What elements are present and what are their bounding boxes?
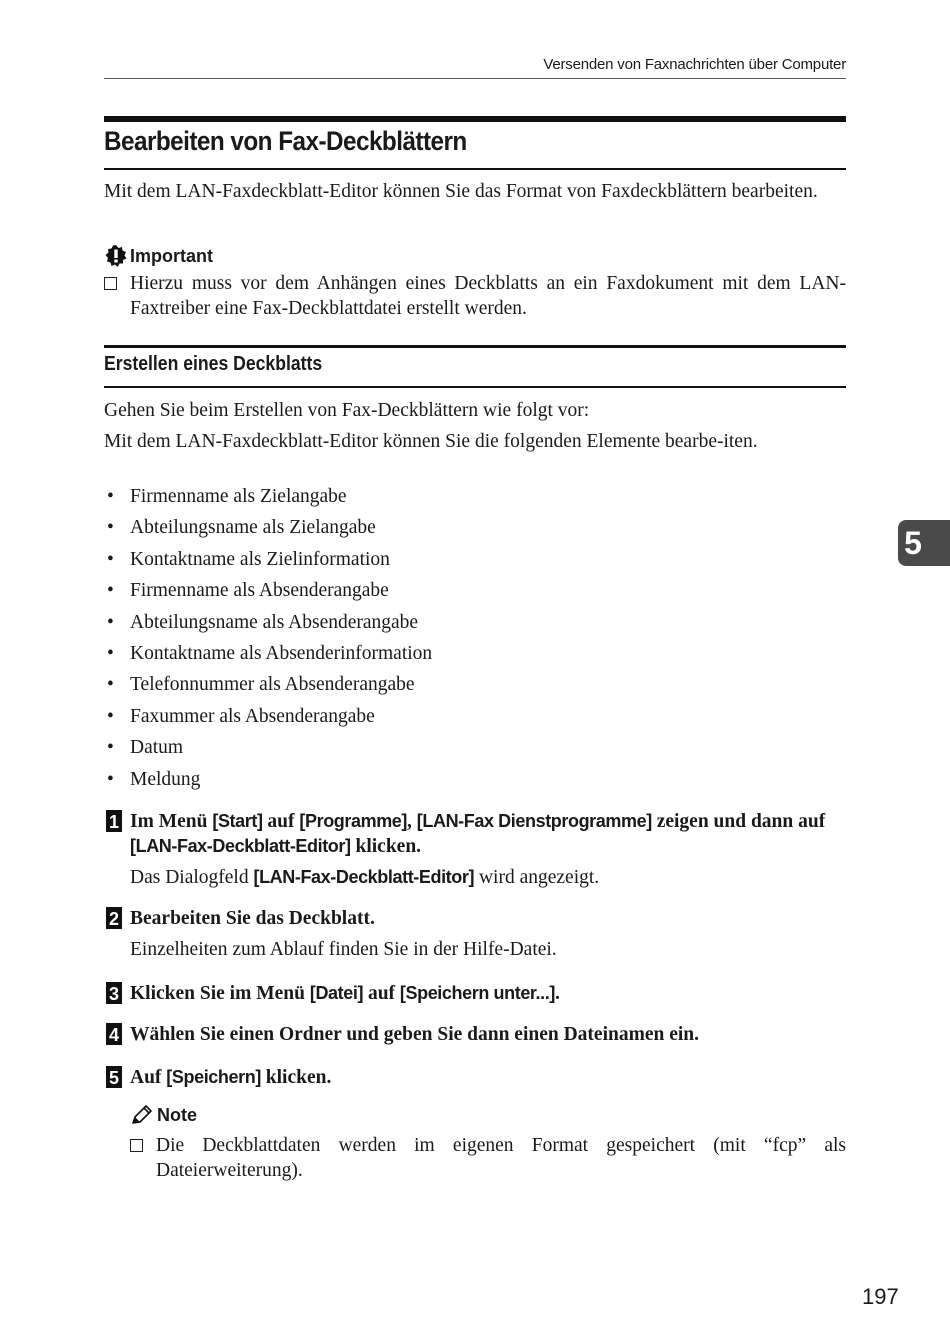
bullet-icon: • <box>107 580 114 602</box>
step-text-run: klicken. <box>260 1067 332 1088</box>
step-number: 5 <box>108 1068 120 1088</box>
step-badge-icon <box>104 906 124 930</box>
step-instruction <box>130 906 846 931</box>
list-item <box>104 669 432 700</box>
ui-term: [Speichern] <box>166 1067 261 1087</box>
header-rule <box>104 78 846 79</box>
list-item-text: Abteilungsname als Zielangabe <box>130 517 376 539</box>
step-text-run: klicken. <box>350 836 422 857</box>
list-item-text: Abteilungsname als Absenderangabe <box>130 611 419 633</box>
list-item-text: Datum <box>130 737 184 759</box>
important-label: Important <box>130 245 213 266</box>
step-instruction <box>130 981 846 1006</box>
list-item-text: Faxummer als Absenderangabe <box>130 705 375 727</box>
list-item <box>104 638 432 669</box>
pencil-icon <box>130 1104 154 1126</box>
bullet-icon: • <box>107 705 114 727</box>
note-item-text: Die Deckblattdaten werden im eigenen Format gespeichert (mit “fcp” als Dateierweiterung). <box>156 1135 846 1181</box>
list-item-text: Kontaktname als Absenderinformation <box>130 642 433 664</box>
step-number-badge <box>104 1022 124 1046</box>
step-badge-icon <box>104 1065 124 1089</box>
ui-term: [LAN-Fax-Deckblatt-Editor] <box>130 836 351 856</box>
bullet-icon: • <box>107 737 114 759</box>
bullet-icon: • <box>107 548 114 570</box>
step-text-run: Einzelheiten zum Ablauf finden Sie in der Hilfe-Datei. <box>130 939 557 960</box>
ui-term: [Datei] <box>309 983 364 1003</box>
ui-term: [LAN-Fax Dienstprogramme] <box>416 811 652 831</box>
list-item-text: Kontaktname als Zielinformation <box>130 548 390 570</box>
bullet-icon: • <box>107 768 114 790</box>
list-item-text: Firmenname als Absenderangabe <box>130 580 389 602</box>
step-instruction <box>130 1065 846 1090</box>
step-instruction <box>130 1022 846 1047</box>
step-text-run: Bearbeiten Sie das Deckblatt. <box>130 908 375 929</box>
checkbox-square-icon <box>104 277 117 290</box>
subsection-title: Erstellen eines Deckblatts <box>104 353 323 375</box>
chapter-tab: 5 <box>898 520 950 566</box>
step-text-run: . <box>554 983 560 1004</box>
step-number: 3 <box>108 984 120 1004</box>
section-top-rule <box>104 116 846 122</box>
list-item <box>104 544 432 575</box>
bullet-icon: • <box>107 642 114 664</box>
bullet-icon: • <box>107 486 114 507</box>
section-title: Bearbeiten von Fax-Deckblättern <box>104 126 467 156</box>
list-item <box>104 732 432 763</box>
step-text-run: , <box>407 811 417 832</box>
page-number: 197 <box>862 1284 899 1309</box>
important-label-row <box>104 244 213 268</box>
section-title-rule <box>104 168 846 170</box>
list-item <box>104 512 432 543</box>
step-text-run: auf <box>363 983 400 1004</box>
step-number: 4 <box>108 1025 120 1045</box>
step-result <box>130 865 846 890</box>
important-item-text: Hierzu muss vor dem Anhängen eines Deckblatts an ein Faxdokument mit dem LAN-Faxtreiber eine Fax-Deckblattdatei erstellt werden. <box>130 273 846 319</box>
bullet-icon: • <box>107 674 114 696</box>
list-item-text: Meldung <box>130 768 201 790</box>
step-text-run: wird angezeigt. <box>474 867 600 888</box>
list-item <box>104 607 432 638</box>
list-item-text: Firmenname als Zielangabe <box>130 486 347 507</box>
note-label-row <box>130 1104 197 1126</box>
element-list <box>104 481 432 795</box>
step-number: 1 <box>108 812 120 832</box>
step-number-badge <box>104 981 124 1005</box>
step-result <box>130 937 846 962</box>
list-item <box>104 481 432 512</box>
list-item-text: Telefonnummer als Absenderangabe <box>130 674 415 696</box>
subsection-para-1: Gehen Sie beim Erstellen von Fax-Deckblättern wie folgt vor: <box>104 400 590 421</box>
subsection-bottom-rule <box>104 386 846 388</box>
step-text-run: Im Menü <box>130 811 213 832</box>
step-text-run: Wählen Sie einen Ordner und geben Sie dann einen Dateinamen ein. <box>130 1024 700 1045</box>
note-item <box>130 1133 846 1183</box>
list-item <box>104 764 432 795</box>
list-item <box>104 575 432 606</box>
list-item <box>104 701 432 732</box>
running-header: Versenden von Faxnachrichten über Computer <box>543 56 846 73</box>
ui-term: [Start] <box>212 811 263 831</box>
step-text-run: Klicken Sie im Menü <box>130 983 310 1004</box>
step-number-badge <box>104 1065 124 1089</box>
subsection-top-rule <box>104 345 846 348</box>
important-icon <box>104 244 128 268</box>
checkbox-square-icon <box>130 1139 143 1152</box>
step-text-run: zeigen und dann auf <box>651 811 826 832</box>
step-text-run: Das Dialogfeld <box>130 867 254 888</box>
step-badge-icon <box>104 809 124 833</box>
ui-term: [Speichern unter...] <box>399 983 555 1003</box>
step-badge-icon <box>104 981 124 1005</box>
ui-term: [LAN-Fax-Deckblatt-Editor] <box>253 867 475 887</box>
step-instruction <box>130 809 846 859</box>
step-text-run: auf <box>262 811 300 832</box>
bullet-icon: • <box>107 517 114 539</box>
bullet-icon: • <box>107 611 114 633</box>
step-number-badge <box>104 809 124 833</box>
step-text-run: Auf <box>130 1067 167 1088</box>
step-number-badge <box>104 906 124 930</box>
section-intro: Mit dem LAN-Faxdeckblatt-Editor können Sie das Format von Faxdeckblättern bearbeiten. <box>104 181 818 202</box>
step-badge-icon <box>104 1022 124 1046</box>
important-item <box>104 271 846 321</box>
step-number: 2 <box>108 909 120 929</box>
subsection-para-2: Mit dem LAN-Faxdeckblatt-Editor können Sie die folgenden Elemente bearbe-iten. <box>104 431 758 452</box>
note-label: Note <box>157 1104 197 1125</box>
ui-term: [Programme] <box>299 811 408 831</box>
